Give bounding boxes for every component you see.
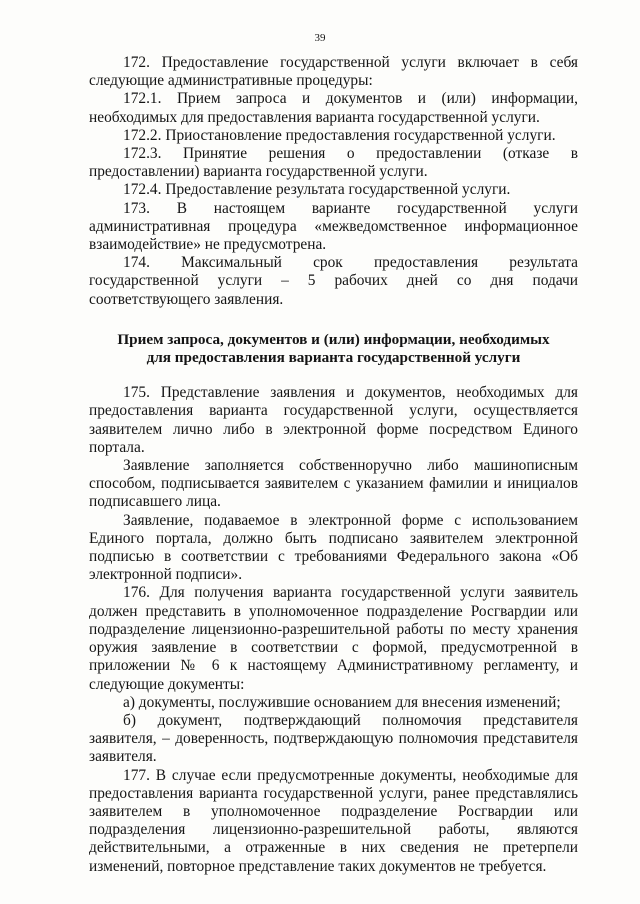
paragraph-173: 173. В настоящем варианте государственной услуги административная процедура «межведомственное информационное взаимодействие» не предусмотрена.: [89, 199, 578, 254]
paragraph-172-2: 172.2. Приостановление предоставления государственной услуги.: [123, 126, 556, 144]
paragraph-175: 175. Представление заявления и документов, необходимых для предоставления варианта государственной услуги, осуществляется заявителем лично либо в электронной форме посредством Единого портала.: [89, 384, 578, 456]
list-item-b: б) документ, подтверждающий полномочия представителя заявителя, – доверенность, подтверждающую полномочия представителя заявителя.: [89, 711, 578, 766]
section-heading-line-2: для предоставления варианта государственной услуги: [146, 349, 521, 367]
section-heading-line-1: Прием запроса, документов и (или) информации, необходимых: [117, 330, 550, 348]
list-item-a: а) документы, послужившие основанием для внесения изменений;: [123, 693, 561, 711]
paragraph-176: 176. Для получения варианта государственной услуги заявитель должен представить в уполномоченное подразделение Росгвардии или подразделение лицензионно-разрешительной работы по месту хранения оружия заявление в соответствии с формой, предусмотренной в приложении № 6 к настоящему Административному регламенту, и следующие документы:: [89, 584, 578, 693]
paragraph-177: 177. В случае если предусмотренные документы, необходимые для предоставления варианта государственной услуги, ранее представлялись заявителем в уполномоченное подразделение Росгвардии или подразделения лицензионно-разрешительной работы, являются действительными, а отраженные в них сведения не претерпели изменений, повторное представление таких документов не требуется.: [89, 766, 578, 875]
paragraph-application-fill: Заявление заполняется собственноручно либо машинописным способом, подписывается заявителем с указанием фамилии и инициалов подписавшего лица.: [89, 457, 578, 511]
paragraph-174: 174. Максимальный срок предоставления результата государственной услуги – 5 рабочих дней со дня подачи соответствующего заявления.: [89, 254, 578, 308]
paragraph-electronic-application: Заявление, подаваемое в электронной форме с использованием Единого портала, должно быть подписано заявителем электронной подписью в соответствии с требованиями Федерального закона «Об электронной подписи».: [89, 511, 578, 584]
paragraph-172-1: 172.1. Прием запроса и документов и (или) информации, необходимых для предоставления варианта государственной услуги.: [89, 90, 578, 126]
document-body: [89, 54, 578, 876]
paragraph-172: 172. Предоставление государственной услуги включает в себя следующие административные процедуры:: [89, 54, 578, 90]
section-heading: [89, 331, 578, 367]
paragraph-172-3: 172.3. Принятие решения о предоставлении (отказе в предоставлении) варианта государственной услуги.: [89, 145, 578, 181]
paragraph-172-4: 172.4. Предоставление результата государственной услуги.: [123, 181, 511, 199]
page-number: 39: [314, 32, 326, 44]
